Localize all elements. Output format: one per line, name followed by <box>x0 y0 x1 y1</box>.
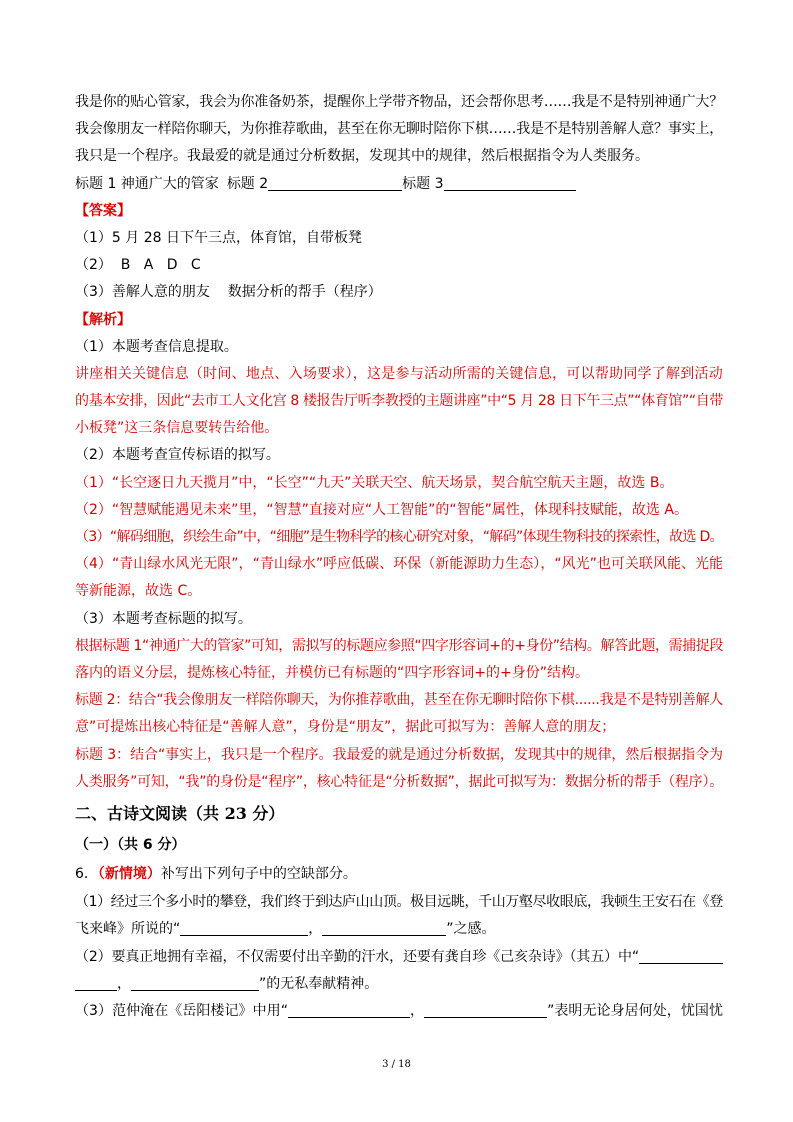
analysis-part-3-line <box>75 633 723 660</box>
analysis-text: （4）“青山绿水风光无限”，“青山绿水”呼应低碳、环保（新能源助力生态），“风光”也可关联风能、光能 <box>75 556 723 573</box>
section-heading-text: 二、古诗文阅读（共 23 分） <box>75 803 285 823</box>
analysis-text: 人类服务”可知，“我”的身份是“程序”，核心特征是“分析数据”，据此可拟写为：数据分析的帮手（程序）。 <box>75 773 723 790</box>
question-text: ”之感。 <box>446 921 496 938</box>
answer-item-2 <box>75 252 723 279</box>
question-text: （3）范仲淹在《岳阳楼记》中用“ <box>75 1003 288 1019</box>
page-number: 3 / 18 <box>382 1059 411 1070</box>
analysis-text: 小板凳”这三条信息要转告给他。 <box>75 420 279 437</box>
answer-item-3 <box>75 279 723 306</box>
analysis-text: 落内的语义分层，提炼核心特征，并模仿已有标题的“四字形容词+的+身份”结构。 <box>75 664 589 681</box>
analysis-part-3-line <box>75 660 723 687</box>
analysis-text: 标题 2：结合“我会像朋友一样陪你聊天，为你推荐歌曲，甚至在你无聊时陪你下棋......我是不是特别善解人 <box>75 692 723 709</box>
question-text: ”的无私奉献精神。 <box>259 975 379 992</box>
analysis-text: 讲座相关关键信息（时间、地点、入场要求），这是参与活动所需的关键信息，可以帮助同学了解到活动 <box>75 365 723 382</box>
question-prompt: 补写出下列句子中的空缺部分。 <box>160 866 357 883</box>
question-text: 飞来峰》所说的“ <box>75 921 181 938</box>
passage-text: 我是你的贴心管家，我会为你准备奶茶，提醒你上学带齐物品，还会帮你思考……我是不是特别神通广大？ <box>75 94 723 110</box>
question-text: ， <box>410 1003 425 1019</box>
answer-item-1 <box>75 225 723 252</box>
answer-text: （2） B A D C <box>75 257 201 274</box>
section-heading <box>75 798 723 829</box>
answer-blank <box>180 921 308 936</box>
analysis-text: （3）“解码细胞，织绘生命”中，“细胞”是生物科学的核心研究对象，“解码”体现生物科技的探索性，故选 D。 <box>75 529 723 545</box>
analysis-text: （1）“长空逐日九天揽月”中，“长空”“九天”关联天空、航天场景，契合航空航天主题，故选 B。 <box>75 474 674 491</box>
question-tag: （新情境） <box>97 866 161 883</box>
answer-heading <box>75 198 723 225</box>
page-content <box>75 89 723 1025</box>
analysis-part-2-intro <box>75 442 723 469</box>
question-line-content <box>75 916 496 943</box>
question-6-item-1-line-2 <box>75 916 723 943</box>
question-text: ”表明无论身居何处，忧国忧 <box>547 1003 723 1019</box>
answer-blank <box>424 1003 547 1018</box>
title-line-content <box>75 171 576 198</box>
analysis-part-3-line <box>75 714 723 741</box>
question-line-content <box>75 998 723 1025</box>
passage-line-1 <box>75 89 723 116</box>
analysis-text: （1）本题考查信息提取。 <box>75 338 238 355</box>
answer-heading-text: 【答案】 <box>75 202 131 219</box>
analysis-part-1-line <box>75 388 723 415</box>
question-line-content <box>75 971 378 998</box>
title-line <box>75 171 723 198</box>
question-number: 6． <box>75 866 98 883</box>
analysis-part-3-line <box>75 742 723 769</box>
passage-text: 我只是一个程序。我最爱的就是通过分析数据，发现其中的规律，然后根据指令为人类服务。 <box>75 148 649 165</box>
analysis-text: 根据标题 1“神通广大的管家”可知，需拟写的标题应参照“四字形容词+的+身份”结构。解答此题，需捕捉段 <box>75 637 723 654</box>
analysis-text: 的基本安排，因此“去市工人文化宫 8 楼报告厅听李教授的主题讲座”中“5 月 28 日下午三点”“体育馆”“自带 <box>75 393 723 410</box>
analysis-part-3-intro <box>75 606 723 633</box>
question-6-prompt-content <box>75 861 357 888</box>
analysis-part-2-line <box>75 551 723 578</box>
question-line-content <box>75 944 723 971</box>
title-1: 标题 1 神通广大的管家 <box>75 175 219 192</box>
sub-section-heading-text: （一）（共 6 分） <box>75 836 186 853</box>
question-text: ， <box>308 921 323 938</box>
analysis-heading-text: 【解析】 <box>75 311 131 328</box>
analysis-part-2-line <box>75 524 723 551</box>
analysis-part-3-line <box>75 687 723 714</box>
question-6-item-1-line-1 <box>75 889 723 916</box>
question-6-item-2-line-2 <box>75 971 723 998</box>
analysis-part-1-intro <box>75 334 723 361</box>
passage-line-3 <box>75 143 723 170</box>
answer-text: （3）善解人意的朋友 数据分析的帮手（程序） <box>75 284 382 301</box>
answer-blank <box>639 949 723 964</box>
question-text: ， <box>117 975 131 992</box>
analysis-text: （2）本题考查宣传标语的拟写。 <box>75 447 280 464</box>
question-6-item-3-line-1 <box>75 998 723 1025</box>
analysis-text: 标题 3：结合“事实上，我只是一个程序。我最爱的就是通过分析数据，发现其中的规律，然后根据指令为 <box>75 746 723 763</box>
analysis-part-2-line <box>75 578 723 605</box>
answer-blank <box>288 1003 410 1018</box>
passage-line-2 <box>75 116 723 143</box>
answer-blank <box>322 921 446 936</box>
analysis-text: （2）“智慧赋能遇见未来”里，“智慧”直接对应“人工智能”的“智能”属性，体现科技赋能，故选 A。 <box>75 501 688 518</box>
answer-blank <box>131 976 259 991</box>
sub-section-heading <box>75 832 723 859</box>
question-text: （1）经过三个多小时的攀登，我们终于到达庐山山顶。极目远眺，千山万壑尽收眼底，我顿生王安石在《登 <box>75 894 723 911</box>
title-2-blank <box>268 176 402 191</box>
title-2-label: 标题 2 <box>226 175 269 192</box>
analysis-part-2-line <box>75 497 723 524</box>
question-text: （2）要真正地拥有幸福，不仅需要付出辛勤的汗水，还要有龚自珍《己亥杂诗》（其五）中“ <box>75 948 639 965</box>
analysis-text: 意”可提炼出核心特征是“善解人意”，身份是“朋友”，据此可拟写为：善解人意的朋友； <box>75 719 616 736</box>
question-6-prompt <box>75 861 723 888</box>
analysis-part-3-line <box>75 769 723 796</box>
analysis-heading <box>75 307 723 334</box>
title-3-label: 标题 3 <box>402 175 444 192</box>
passage-text: 我会像朋友一样陪你聊天，为你推荐歌曲，甚至在你无聊时陪你下棋……我是不是特别善解人意？事实上， <box>75 121 723 138</box>
analysis-text: 等新能源，故选 C。 <box>75 583 202 600</box>
title-3-blank <box>444 176 576 191</box>
question-6-item-2-line-1 <box>75 944 723 971</box>
analysis-part-1-line <box>75 361 723 388</box>
answer-blank <box>75 976 117 991</box>
analysis-part-2-line <box>75 470 723 497</box>
analysis-part-1-line <box>75 415 723 442</box>
analysis-text: （3）本题考查标题的拟写。 <box>75 610 252 627</box>
answer-text: （1）5 月 28 日下午三点，体育馆，自带板凳 <box>75 229 362 246</box>
